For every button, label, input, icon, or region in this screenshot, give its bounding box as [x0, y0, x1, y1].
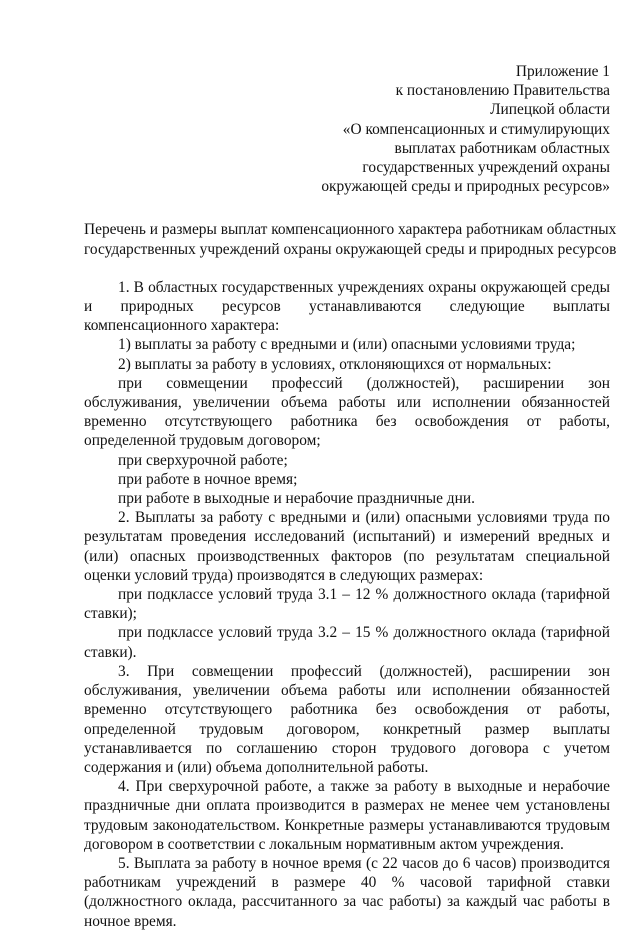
document-page: [84, 62, 617, 931]
paragraph-1-item-2: 2) выплаты за работу в условиях, отклоняющихся от нормальных:: [118, 355, 552, 373]
paragraph-sub-item: при совмещении профессий (должностей), расширении зон обслуживания, увеличении объема работы или исполнении обязанностей временно отсутствующего работника без освобождения от работы, определенной трудовым договором;: [84, 374, 610, 450]
annex-line: Липецкой области: [490, 101, 610, 119]
document-body: [84, 278, 610, 931]
annex-line: выплатах работникам областных: [394, 139, 610, 157]
paragraph-3: 3. При совмещении профессий (должностей), расширении зон обслуживания, увеличении объема работы или исполнении обязанностей временно отсутствующего работника без освобождения от работы, определенной трудовым договором, конкретный размер выплаты устанавливается по соглашению сторон трудового договора с учетом содержания и (или) объема дополнительной работы.: [84, 662, 610, 776]
paragraph-sub-item: при сверхурочной работе;: [118, 451, 288, 469]
paragraph-4: 4. При сверхурочной работе, а также за работу в выходные и нерабочие праздничные дни оплата производится в размерах не менее чем установлены трудовым законодательством. Конкретные размеры устанавливаются трудовым договором в соответствии с локальным нормативным актом учреждения.: [84, 778, 610, 853]
annex-line: к постановлению Правительства: [395, 82, 610, 100]
annex-line: окружающей среды и природных ресурсов»: [321, 178, 610, 196]
paragraph-5: 5. Выплата за работу в ночное время (с 22 часов до 6 часов) производится работникам учреждений в размере 40 % часовой тарифной ставки (должностного оклада, рассчитанного за час работы) за каждый час работы в ночное время.: [84, 854, 610, 930]
paragraph-1-item-1: 1) выплаты за работу с вредными и (или) опасными условиями труда;: [118, 336, 576, 354]
paragraph-sub-item: при работе в ночное время;: [118, 470, 298, 488]
title-line: государственных учреждений охраны окружающей среды и природных ресурсов: [84, 240, 617, 258]
document-title: [84, 220, 617, 258]
paragraph-2-item: при подклассе условий труда 3.2 – 15 % должностного оклада (тарифной ставки).: [84, 624, 610, 661]
paragraph-2: 2. Выплаты за работу с вредными и (или) опасными условиями труда по результатам проведения исследований (испытаний) и измерений вредных и (или) опасных производственных факторов (по результатам специальной оценки условий труда) производятся в следующих размерах:: [84, 509, 610, 584]
annex-line: Приложение 1: [515, 63, 610, 80]
paragraph-sub-item: при работе в выходные и нерабочие праздничные дни.: [118, 490, 475, 508]
annex-line: государственных учреждений охраны: [362, 159, 610, 177]
paragraph-1: 1. В областных государственных учреждениях охраны окружающей среды и природных ресурсов устанавливаются следующие выплаты компенсационного характера:: [84, 278, 610, 335]
title-line: Перечень и размеры выплат компенсационного характера работникам областных: [84, 221, 617, 239]
annex-header: [84, 62, 610, 196]
annex-line: «О компенсационных и стимулирующих: [342, 120, 610, 138]
paragraph-2-item: при подклассе условий труда 3.1 – 12 % должностного оклада (тарифной ставки);: [84, 586, 610, 623]
